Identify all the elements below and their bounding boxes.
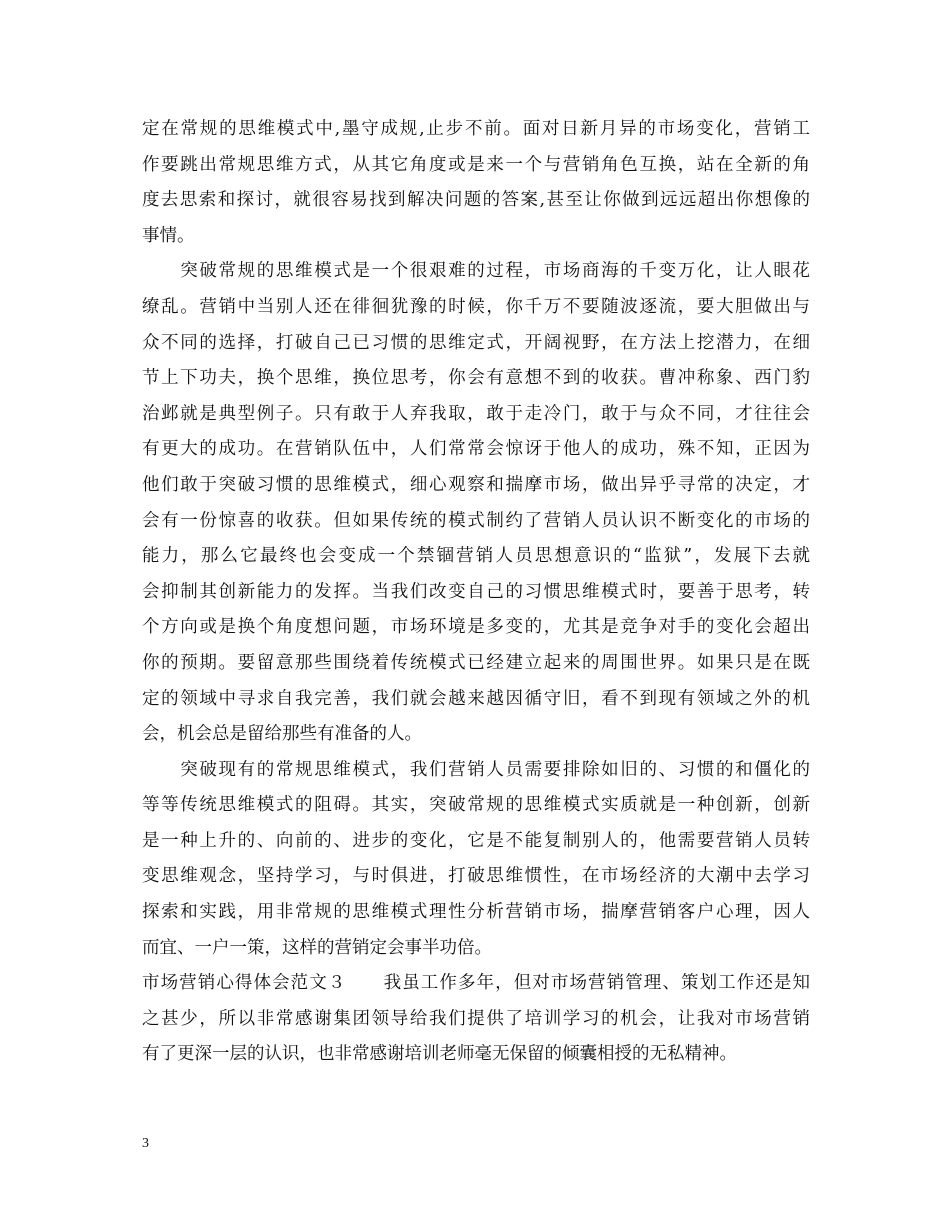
- text-line: 探索和实践，用非常规的思维模式理性分析营销市场，揣摩营销客户心理，因人: [142, 902, 810, 923]
- text-line: 能力，那么它最终也会变成一个禁锢营销人员思想意识的“监狱”，发展下去就: [142, 546, 810, 567]
- text-line: 作要跳出常规思维方式，从其它角度或是来一个与营销角色互换，站在全新的角: [142, 154, 810, 175]
- text-line: 会抑制其创新能力的发挥。当我们改变自己的习惯思维模式时，要善于思考，转: [142, 581, 810, 602]
- text-line: 突破现有的常规思维模式，我们营销人员需要排除如旧的、习惯的和僵化的: [142, 759, 810, 780]
- text-line: 会，机会总是留给那些有准备的人。: [142, 724, 422, 745]
- text-line: 等等传统思维模式的阻碍。其实，突破常规的思维模式实质就是一种创新，创新: [142, 795, 810, 816]
- text-line: 度去思索和探讨，就很容易找到解决问题的答案,甚至让你做到远远超出你想像的: [142, 190, 810, 211]
- text-line: 市场营销心得体会范文３ 我虽工作多年，但对市场营销管理、策划工作还是知: [142, 973, 810, 994]
- text-line: 是一种上升的、向前的、进步的变化，它是不能复制别人的，他需要营销人员转: [142, 830, 810, 851]
- text-line: 之甚少，所以非常感谢集团领导给我们提供了培训学习的机会，让我对市场营销: [142, 1008, 810, 1029]
- text-line: 缭乱。营销中当别人还在徘徊犹豫的时候，你千万不要随波逐流，要大胆做出与: [142, 296, 810, 317]
- text-line: 治邺就是典型例子。只有敢于人弃我取，敢于走冷门，敢于与众不同，才往往会: [142, 403, 810, 424]
- text-line: 会有一份惊喜的收获。但如果传统的模式制约了营销人员认识不断变化的市场的: [142, 510, 810, 531]
- page-number: 3: [142, 1136, 149, 1151]
- text-line: 变思维观念，坚持学习，与时俱进，打破思维惯性，在市场经济的大潮中去学习: [142, 866, 810, 887]
- document-body: [142, 112, 810, 1073]
- text-line: 突破常规的思维模式是一个很艰难的过程，市场商海的千变万化，让人眼花: [142, 261, 810, 282]
- text-line: 有更大的成功。在营销队伍中，人们常常会惊讶于他人的成功，殊不知，正因为: [142, 439, 810, 460]
- text-line: 节上下功夫，换个思维，换位思考，你会有意想不到的收获。曹冲称象、西门豹: [142, 368, 810, 389]
- text-line: 个方向或是换个角度想问题，市场环境是多变的，尤其是竞争对手的变化会超出: [142, 617, 810, 638]
- text-line: 他们敢于突破习惯的思维模式，细心观察和揣摩市场，做出异乎寻常的决定，才: [142, 474, 810, 495]
- text-line: 而宜、一户一策，这样的营销定会事半功倍。: [142, 937, 492, 958]
- text-line: 定的领域中寻求自我完善，我们就会越来越因循守旧，看不到现有领域之外的机: [142, 688, 810, 709]
- text-line: 有了更深一层的认识，也非常感谢培训老师毫无保留的倾囊相授的无私精神。: [142, 1044, 737, 1065]
- text-line: 事情。: [142, 225, 195, 246]
- text-line: 定在常规的思维模式中,墨守成规,止步不前。面对日新月异的市场变化，营销工: [142, 119, 810, 139]
- text-line: 你的预期。要留意那些围绕着传统模式已经建立起来的周围世界。如果只是在既: [142, 652, 810, 673]
- text-line: 众不同的选择，打破自己已习惯的思维定式，开阔视野，在方法上挖潜力，在细: [142, 332, 810, 353]
